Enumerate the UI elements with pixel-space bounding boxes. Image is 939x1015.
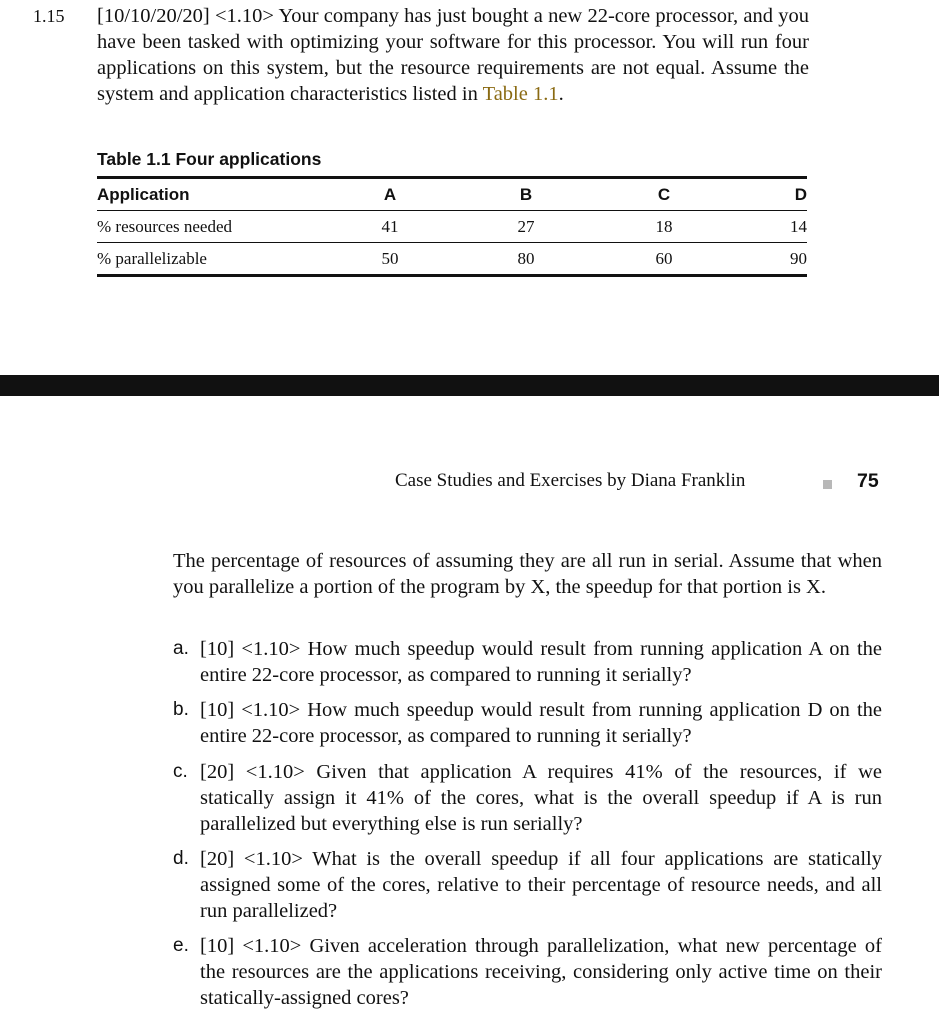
table-cell: 14	[790, 216, 807, 236]
table-cell: 18	[655, 216, 673, 236]
part-letter: d.	[173, 848, 189, 869]
table-cell: 50	[381, 248, 399, 268]
table-bottom-rule	[97, 274, 807, 277]
part-text: [20] <1.10> Given that application A requires 41% of the resources, if we statically assign it 41% of the cores, what is the overall speedup if A is run parallelized but everything else is run serially?	[200, 761, 882, 835]
table-row	[97, 211, 807, 242]
row-label-resources: % resources needed	[97, 216, 232, 236]
question-part-a	[173, 636, 882, 688]
part-text: [10] <1.10> How much speedup would result from running application A on the entire 22-core processor, as compared to running it serially?	[200, 638, 882, 686]
square-bullet-icon	[823, 480, 832, 489]
part-text: [20] <1.10> What is the overall speedup if all four applications are statically assigned some of the cores, relative to their percentage of resource needs, and all run parallelized?	[200, 848, 882, 922]
part-letter: c.	[173, 761, 188, 782]
table-row	[97, 243, 807, 274]
table-cell: 60	[655, 248, 673, 268]
column-header-c: C	[657, 184, 671, 204]
table-cell: 80	[517, 248, 535, 268]
running-header-title: Case Studies and Exercises by Diana Franklin	[395, 470, 746, 491]
part-text: [10] <1.10> Given acceleration through parallelization, what new percentage of the resources are the applications receiving, considering only active time on their statically-assigned cores?	[200, 935, 882, 1009]
exercise-text-end: .	[558, 83, 564, 105]
table-cell: 41	[381, 216, 399, 236]
question-part-e	[173, 933, 882, 1011]
part-text: [10] <1.10> How much speedup would result from running application D on the entire 22-core processor, as compared to running it serially?	[200, 699, 882, 747]
row-label-parallelizable: % parallelizable	[97, 248, 207, 268]
table-caption: Table 1.1 Four applications	[97, 149, 322, 169]
part-letter: a.	[173, 638, 189, 659]
question-part-c	[173, 759, 882, 837]
continuation-paragraph: The percentage of resources of assuming they are all run in serial. Assume that when you parallelize a portion of the program by X, the speedup for that portion is X.	[173, 550, 882, 598]
exercise-statement	[97, 3, 809, 107]
applications-table	[97, 176, 807, 277]
column-header-b: B	[519, 184, 533, 204]
question-part-d	[173, 846, 882, 924]
page-separator-band	[0, 375, 939, 396]
column-header-d: D	[794, 184, 807, 204]
table-header-row	[97, 179, 807, 210]
table-cell: 90	[790, 248, 807, 268]
exercise-text: [10/10/20/20] <1.10> Your company has just bought a new 22-core processor, and you have been tasked with optimizing your software for this processor. You will run four applications on this system, but the resource requirements are not equal. Assume the system and application characteristics listed in	[97, 5, 809, 105]
column-header-application: Application	[97, 184, 190, 204]
column-header-a: A	[383, 184, 397, 204]
exercise-number: 1.15	[33, 6, 65, 26]
page-number: 75	[857, 470, 879, 492]
question-part-b	[173, 697, 882, 749]
part-letter: b.	[173, 699, 189, 720]
part-letter: e.	[173, 935, 189, 956]
table-cell: 27	[517, 216, 535, 236]
table-reference-link[interactable]: Table 1.1	[482, 83, 559, 105]
